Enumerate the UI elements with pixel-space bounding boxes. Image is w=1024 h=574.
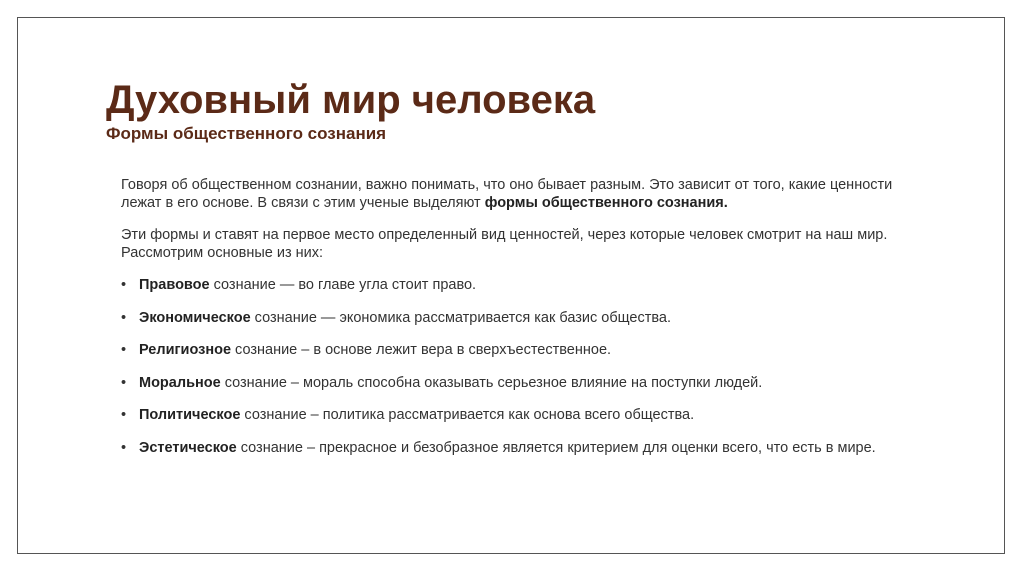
intro-text: Говоря об общественном сознании, важно понимать, что оно бывает разным. Это зависит от того, какие ценности лежат в его основе. В связи с этим ученые выделяют [121,177,893,211]
forms-list [121,276,941,457]
list-item-economic [121,309,939,327]
intro-paragraph [121,176,901,212]
forms-text: Эти формы и ставят на первое место определенный вид ценностей, через которые человек смотрит на наш мир. Рассмотрим основные из них: [121,227,888,261]
bullet-icon: • [121,374,127,391]
list-item-legal [121,276,939,294]
item-description: сознание – в основе лежит вера в сверхъестественное. [231,342,612,358]
bullet-icon: • [121,277,127,293]
bullet-icon: • [121,439,127,456]
list-item-political [121,406,939,424]
item-term: Моральное [139,374,221,391]
list-item-religious [121,341,939,359]
item-term: Религиозное [139,342,232,358]
item-term: Экономическое [139,309,251,326]
list-item-moral [121,374,939,392]
slide-title: Духовный мир человека [106,78,596,122]
item-description: сознание – политика рассматривается как основа всего общества. [240,407,695,423]
bullet-icon: • [121,309,127,326]
item-term: Правовое [139,277,210,293]
item-description: сознание — экономика рассматривается как базис общества. [250,309,671,326]
slide-subtitle: Формы общественного сознания [106,124,387,143]
item-description: сознание — во главе угла стоит право. [209,277,477,293]
list-item-aesthetic [121,439,939,457]
forms-paragraph [121,226,931,262]
item-term: Политическое [139,407,241,423]
bullet-icon: • [121,407,127,423]
item-description: сознание – прекрасное и безобразное является критерием для оценки всего, что есть в мире. [236,439,876,456]
slide-body [121,176,941,471]
bullet-icon: • [121,342,127,358]
item-term: Эстетическое [139,439,237,456]
intro-bold-text: формы общественного сознания. [484,195,728,211]
item-description: сознание – мораль способна оказывать серьезное влияние на поступки людей. [220,374,763,391]
slide-frame [17,17,1005,554]
